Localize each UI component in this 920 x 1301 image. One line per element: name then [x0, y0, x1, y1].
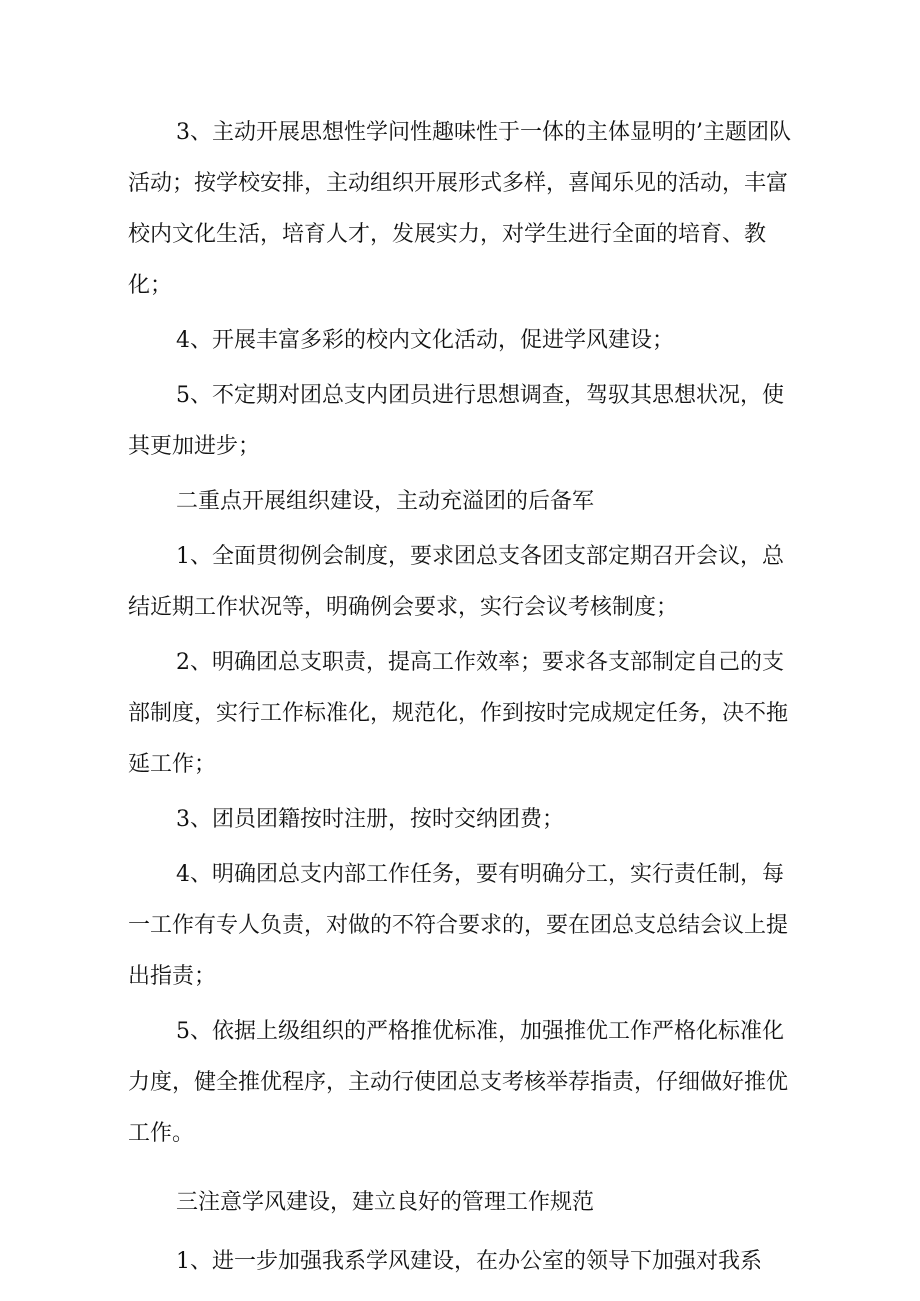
paragraph-item-1-study-style-building: 1、进一步加强我系学风建设，在办公室的领导下加强对我系: [176, 1249, 762, 1274]
paragraph-item-4-campus-culture: 4、开展丰富多彩的校内文化活动，促进学风建设；: [176, 328, 674, 353]
paragraph-item-3-membership-registration: 3、团员团籍按时注册，按时交纳团费；: [176, 807, 564, 832]
document-body: [128, 107, 800, 1287]
section-heading-study-style: 三注意学风建设，建立良好的管理工作规范: [176, 1190, 595, 1215]
paragraph-item-2-responsibilities: 2、明确团总支职责，提高工作效率；要求各支部制定自己的支部制度，实行工作标准化，规范化，作到按时完成规定任务，决不拖延工作；: [128, 650, 789, 777]
paragraph-item-1-meeting-system: 1、全面贯彻例会制度，要求团总支各团支部定期召开会议，总结近期工作状况等，明确例会要求，实行会议考核制度；: [128, 544, 784, 620]
paragraph-item-5-ideological-survey: 5、不定期对团总支内团员进行思想调查，驾驭其思想状况，使其更加进步；: [128, 383, 784, 459]
paragraph-item-3-theme-activities: 3、主动开展思想性学问性趣味性于一体的主体显明的’主题团队活动；按学校安排，主动组织开展形式多样，喜闻乐见的活动，丰富校内文化生活，培育人才，发展实力，对学生进行全面的培育、教化；: [128, 120, 791, 298]
paragraph-item-4-task-assignment: 4、明确团总支内部工作任务，要有明确分工，实行责任制，每一工作有专人负责，对做的不符合要求的，要在团总支总结会议上提出指责；: [128, 862, 789, 989]
paragraph-item-5-recommendation: 5、依据上级组织的严格推优标准，加强推优工作严格化标准化力度，健全推优程序，主动行使团总支考核举荐指责，仔细做好推优工作。: [128, 1019, 789, 1146]
section-heading-organization-building: 二重点开展组织建设，主动充溢团的后备军: [176, 489, 595, 514]
